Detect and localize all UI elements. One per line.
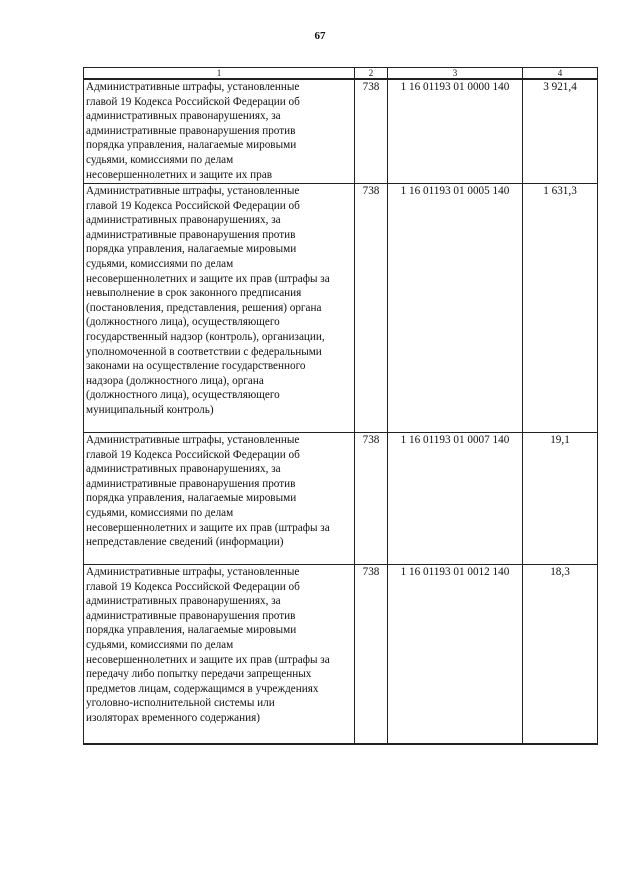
table-row <box>84 433 598 565</box>
revenue-name-cell: Административные штрафы, установленные главой 19 Кодекса Российской Федерации об административных правонарушениях, за административные правонарушения против порядка управления, налагаемые мировыми судьями, комиссиями по делам несовершеннолетних и защите их прав (штрафы за невыполнение в срок законного предписания (постановления, представления, решения) органа (должностного лица), осуществляющего государственный надзор (контроль), организации, уполномоченной в соответствии с федеральными законами на осуществление государственного надзора (должностного лица), органа (должностного лица), осуществляющего муниципальный контроль) <box>84 184 355 433</box>
amount-cell: 18,3 <box>523 565 598 745</box>
budget-table <box>83 67 598 745</box>
table-row <box>84 79 598 184</box>
admin-code-cell: 738 <box>355 565 388 745</box>
admin-code-cell: 738 <box>355 79 388 184</box>
revenue-name-cell: Административные штрафы, установленные главой 19 Кодекса Российской Федерации об административных правонарушениях, за административные правонарушения против порядка управления, налагаемые мировыми судьями, комиссиями по делам несовершеннолетних и защите их прав (штрафы за непредставление сведений (информации) <box>84 433 355 565</box>
kbk-code-cell: 1 16 01193 01 0000 140 <box>388 79 523 184</box>
amount-cell: 19,1 <box>523 433 598 565</box>
amount-cell: 1 631,3 <box>523 184 598 433</box>
kbk-code-cell: 1 16 01193 01 0007 140 <box>388 433 523 565</box>
column-header: 4 <box>523 68 598 80</box>
column-header: 1 <box>84 68 355 80</box>
amount-cell: 3 921,4 <box>523 79 598 184</box>
table-row <box>84 184 598 433</box>
admin-code-cell: 738 <box>355 184 388 433</box>
table-row <box>84 565 598 745</box>
kbk-code-cell: 1 16 01193 01 0005 140 <box>388 184 523 433</box>
admin-code-cell: 738 <box>355 433 388 565</box>
kbk-code-cell: 1 16 01193 01 0012 140 <box>388 565 523 745</box>
revenue-name-cell: Административные штрафы, установленные главой 19 Кодекса Российской Федерации об административных правонарушениях, за административные правонарушения против порядка управления, налагаемые мировыми судьями, комиссиями по делам несовершеннолетних и защите их прав (штрафы за передачу либо попытку передачи запрещенных предметов лицам, содержащимся в учреждениях уголовно-исполнительной системы или изоляторах временного содержания) <box>84 565 355 745</box>
page-number: 67 <box>314 30 326 42</box>
column-header: 2 <box>355 68 388 80</box>
table-header-row <box>84 68 598 80</box>
column-header: 3 <box>388 68 523 80</box>
revenue-name-cell: Административные штрафы, установленные главой 19 Кодекса Российской Федерации об административных правонарушениях, за административные правонарушения против порядка управления, налагаемые мировыми судьями, комиссиями по делам несовершеннолетних и защите их прав <box>84 79 355 184</box>
